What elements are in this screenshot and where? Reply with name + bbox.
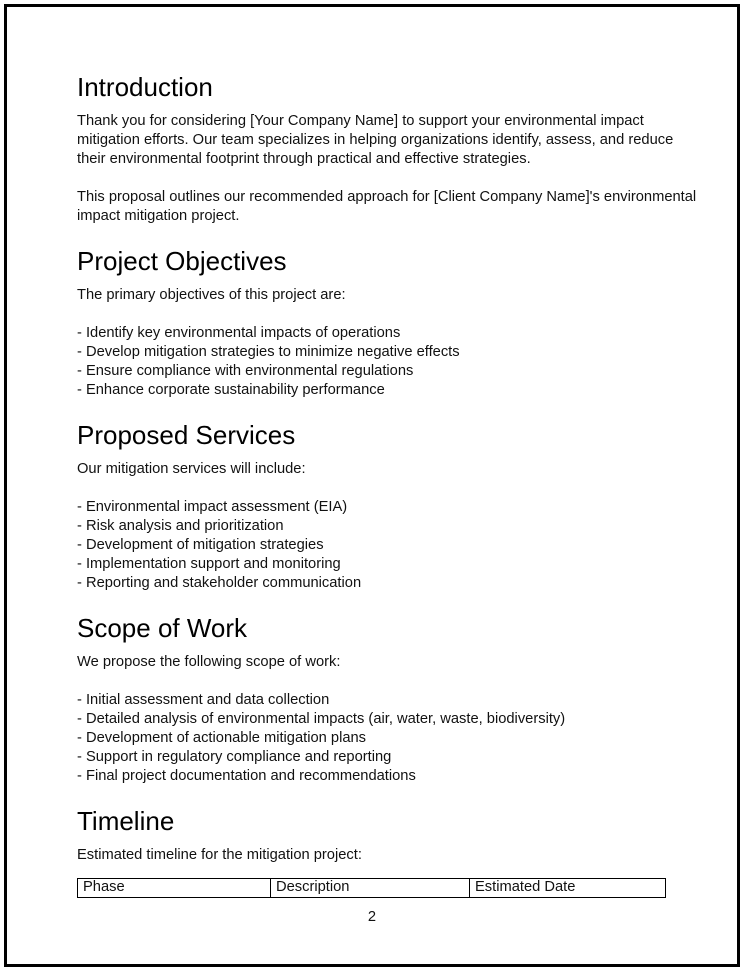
blank-line — [77, 400, 697, 419]
list-item: - Development of actionable mitigation plans — [77, 730, 367, 746]
table-header-description: Description — [271, 879, 470, 898]
table-header-phase: Phase — [78, 879, 271, 898]
paragraph-line: Thank you for considering [Your Company Name] to support your environmental impact — [77, 113, 644, 129]
blank-line — [77, 672, 697, 691]
document-page — [4, 4, 740, 967]
list-item: - Environmental impact assessment (EIA) — [77, 499, 348, 515]
timeline-table — [77, 878, 666, 898]
paragraph-line: We propose the following scope of work: — [77, 654, 341, 670]
paragraph-line: The primary objectives of this project are: — [77, 287, 346, 303]
page-number: 2 — [367, 909, 377, 925]
section-scope-of-work — [77, 612, 697, 805]
table-header-estimated-date: Estimated Date — [470, 879, 666, 898]
list-item: - Support in regulatory compliance and reporting — [77, 749, 392, 765]
paragraph-line: impact mitigation project. — [77, 208, 240, 224]
paragraph-line: This proposal outlines our recommended approach for [Client Company Name]'s environmental — [77, 189, 697, 205]
list-item: - Identify key environmental impacts of operations — [77, 325, 401, 341]
list-item: - Initial assessment and data collection — [77, 692, 330, 708]
list-item: - Ensure compliance with environmental regulations — [77, 363, 414, 379]
list-item: - Development of mitigation strategies — [77, 537, 324, 553]
objectives-heading: Project Objectives — [77, 246, 287, 276]
list-item: - Risk analysis and prioritization — [77, 518, 284, 534]
section-proposed-services — [77, 419, 697, 612]
section-introduction — [77, 71, 697, 245]
paragraph-line: their environmental footprint through practical and effective strategies. — [77, 151, 531, 167]
table-header-row — [78, 879, 666, 898]
blank-line — [77, 169, 697, 188]
list-item: - Enhance corporate sustainability performance — [77, 382, 385, 398]
paragraph-line: Our mitigation services will include: — [77, 461, 306, 477]
blank-line — [77, 479, 697, 498]
list-item: - Implementation support and monitoring — [77, 556, 341, 572]
timeline-heading: Timeline — [77, 806, 175, 836]
list-item: - Reporting and stakeholder communication — [77, 575, 362, 591]
blank-line — [77, 786, 697, 805]
introduction-heading: Introduction — [77, 72, 213, 102]
paragraph-line: Estimated timeline for the mitigation project: — [77, 847, 362, 863]
section-project-objectives — [77, 245, 697, 419]
list-item: - Final project documentation and recommendations — [77, 768, 416, 784]
list-item: - Develop mitigation strategies to minimize negative effects — [77, 344, 460, 360]
scope-heading: Scope of Work — [77, 613, 248, 643]
paragraph-line: mitigation efforts. Our team specializes in helping organizations identify, assess, and reduce — [77, 132, 674, 148]
services-heading: Proposed Services — [77, 420, 296, 450]
blank-line — [77, 226, 697, 245]
list-item: - Detailed analysis of environmental impacts (air, water, waste, biodiversity) — [77, 711, 566, 727]
blank-line — [77, 593, 697, 612]
blank-line — [77, 305, 697, 324]
section-timeline — [77, 805, 697, 898]
page-body — [77, 71, 697, 898]
